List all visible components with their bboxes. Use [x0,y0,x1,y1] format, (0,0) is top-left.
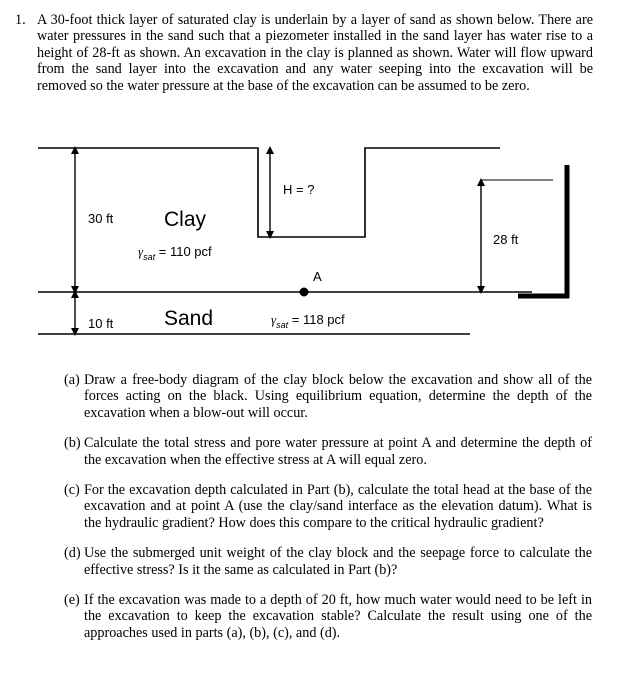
part-d-text: Use the submerged unit weight of the clay block and the seepage force to calculate the effective stress? Is it the same as calculated in Part (b)? [84,545,592,578]
part-a-text: Draw a free-body diagram of the clay block below the excavation and show all of the forces acting on the black. Using equilibrium equation, determine the depth of the excavation when a blow-out will occur. [84,372,592,421]
part-a [64,372,592,421]
part-b [64,435,592,468]
clay-gamma-value: = 110 pcf [155,244,212,259]
clay-unit-weight [138,244,212,262]
part-d-tag: (d) [64,545,81,562]
part-e-text: If the excavation was made to a depth of 20 ft, how much water would need to be left in the excavation to keep the excavation stable? Calculate the result using one of the approaches used in parts (a), (b), (c), and (d). [84,592,592,641]
point-a-label: A [313,269,322,284]
problem-text: A 30-foot thick layer of saturated clay is underlain by a layer of sand as shown below. There are water pressures in the sand such that a piezometer installed in the sand layer has water rise to a height of 28-ft as shown. An excavation in the clay is planned as shown. Water will flow upward from the sand layer into the excavation and any water seeping into the excavation will be removed so the water pressure at the base of the excavation can be assumed to be zero. [37,12,593,94]
clay-thickness-label: 30 ft [88,211,114,226]
sand-thickness-label: 10 ft [88,316,114,331]
sand-gamma-symbol: γ [271,312,277,327]
part-a-tag: (a) [64,372,80,388]
part-b-tag: (b) [64,435,81,452]
part-e [64,592,592,641]
part-d [64,545,592,578]
piezometer-height-label: 28 ft [493,232,519,247]
point-a-marker [300,288,309,297]
part-c-text: For the excavation depth calculated in Part (b), calculate the total head at the base of the excavation and at point A (use the clay/sand interface as the elevation datum). What is the hydraulic gradient? How does this compare to the critical hydraulic gradient? [84,482,592,531]
excavation-depth-label: H = ? [283,182,315,197]
clay-gamma-symbol: γ [138,244,144,259]
sand-unit-weight [271,312,345,330]
problem-statement [15,12,593,94]
question-parts [64,372,592,655]
part-c-tag: (c) [64,482,80,499]
clay-label: Clay [164,208,207,231]
problem-number: 1. [15,12,26,28]
sand-gamma-value: = 118 pcf [288,312,345,327]
part-c [64,482,592,531]
sand-gamma-subscript: sat [276,320,289,330]
clay-gamma-subscript: sat [143,252,156,262]
part-e-tag: (e) [64,592,80,609]
part-b-text: Calculate the total stress and pore water pressure at point A and determine the depth of the excavation when the effective stress at A will equal zero. [84,435,592,468]
soil-profile-figure [0,135,641,360]
sand-label: Sand [164,307,214,330]
